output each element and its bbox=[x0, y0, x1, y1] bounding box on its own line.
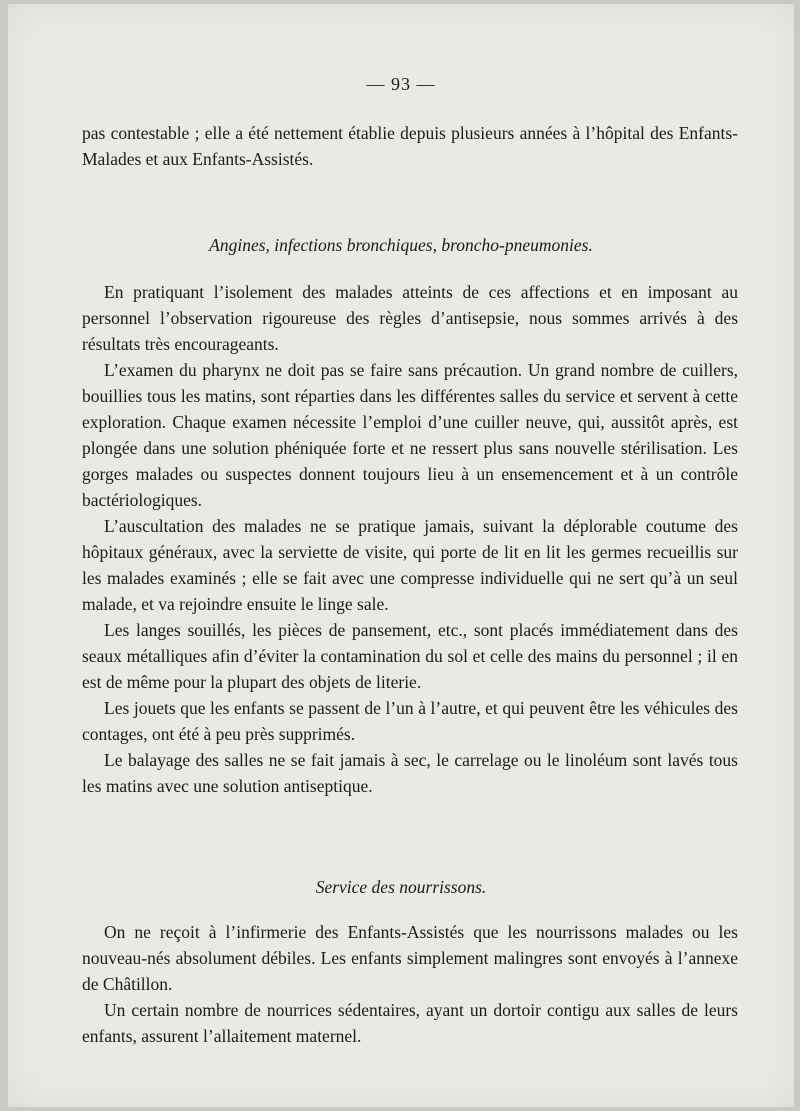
section-nourrissons-body bbox=[82, 919, 738, 1049]
intro-paragraph: pas contestable ; elle a été nettement établie depuis plusieurs années à l’hôpital des Enfants-Malades et aux Enfants-Assistés. bbox=[82, 123, 738, 169]
paragraph: Un certain nombre de nourrices sédentaires, ayant un dortoir contigu aux salles de leurs enfants, assurent l’allaitement maternel. bbox=[82, 1000, 738, 1046]
paragraph: L’auscultation des malades ne se pratique jamais, suivant la déplorable coutume des hôpitaux généraux, avec la serviette de visite, qui porte de lit en lit les germes recueillis sur les malades examinés ; elle se fait avec une compresse individuelle qui ne sert qu’à un seul malade, et va rejoindre ensuite le linge sale. bbox=[82, 516, 738, 614]
section-angines-body bbox=[82, 279, 738, 799]
paragraph: Le balayage des salles ne se fait jamais à sec, le carrelage ou le linoléum sont lavés tous les matins avec une solution antiseptique. bbox=[82, 750, 738, 796]
scanned-page bbox=[8, 4, 794, 1107]
paragraph: L’examen du pharynx ne doit pas se faire sans précaution. Un grand nombre de cuillers, bouillies tous les matins, sont réparties dans les différentes salles du service et servent à cette exploration. Chaque examen nécessite l’emploi d’une cuiller neuve, qui, aussitôt après, est plongée dans une solution phéniquée forte et ne ressert plus sans nouvelle stérilisation. Les gorges malades ou suspectes donnent toujours lieu à un ensemencement et à un contrôle bactériologiques. bbox=[82, 360, 738, 510]
paragraph: On ne reçoit à l’infirmerie des Enfants-Assistés que les nourrissons malades ou les nouveau-nés absolument débiles. Les enfants simplement malingres sont envoyés à l’annexe de Châtillon. bbox=[82, 922, 738, 994]
section-heading-angines: Angines, infections bronchiques, broncho-pneumonies. bbox=[209, 235, 593, 255]
paragraph: Les langes souillés, les pièces de pansement, etc., sont placés immédiatement dans des seaux métalliques afin d’éviter la contamination du sol et celle des mains du personnel ; il en est de même pour la plupart des objets de literie. bbox=[82, 620, 738, 692]
intro-text bbox=[82, 120, 738, 172]
paragraph: En pratiquant l’isolement des malades atteints de ces affections et en imposant au personnel l’observation rigoureuse des règles d’antisepsie, nous sommes arrivés à des résultats très encourageants. bbox=[82, 282, 738, 354]
page-number: — 93 — bbox=[366, 74, 436, 94]
paragraph: Les jouets que les enfants se passent de l’un à l’autre, et qui peuvent être les véhicules des contages, ont été à peu près supprimés. bbox=[82, 698, 738, 744]
section-heading-nourrissons: Service des nourrissons. bbox=[315, 877, 487, 897]
